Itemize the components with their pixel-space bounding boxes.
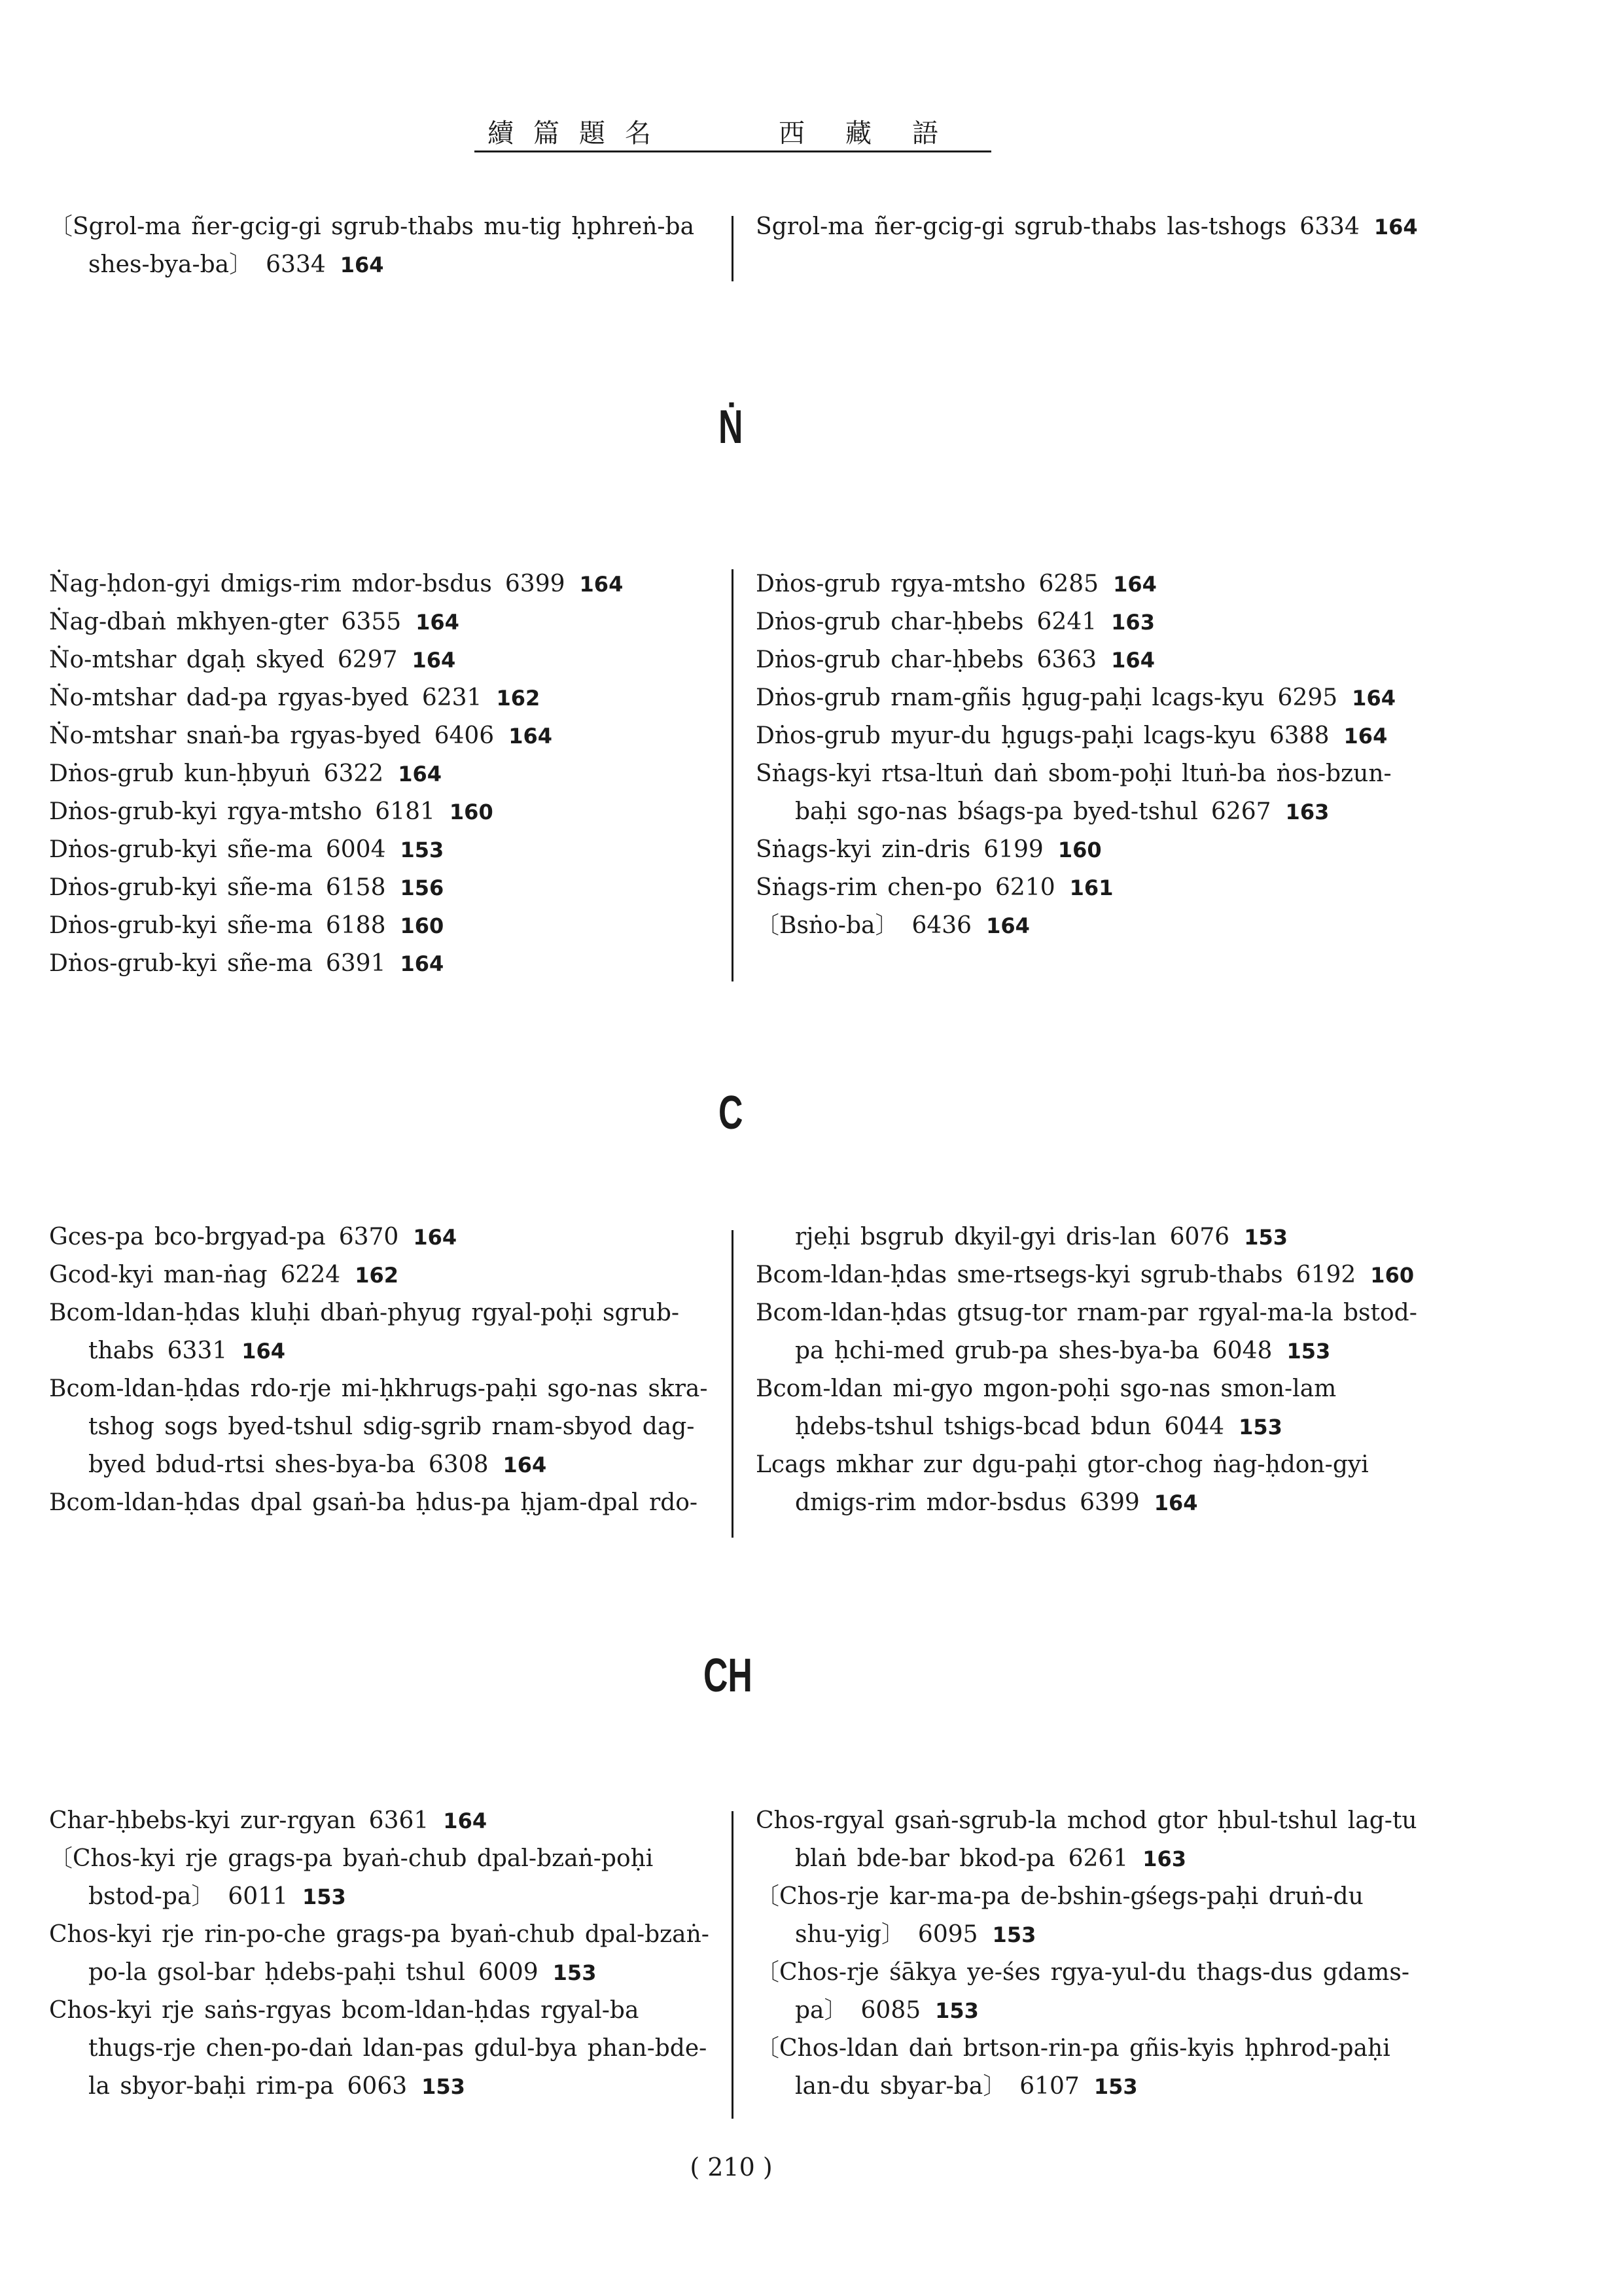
- list-item: 〔Chos-rje śākya ye-śes rgya-yul-du thags-dus gdams-pa〕 6085 153: [756, 1959, 1410, 2024]
- list-item: Dṅos-grub kun-ḥbyuṅ 6322 164: [49, 760, 442, 787]
- list-item: Sṅags-kyi zin-dris 6199 160: [756, 836, 1102, 863]
- list-item: 〔Bsṅo-ba〕 6436 164: [756, 912, 1030, 939]
- list-item: 〔Chos-kyi rje grags-pa byaṅ-chub dpal-bzaṅ-poḥi bstod-pa〕 6011 153: [49, 1845, 654, 1910]
- list-item: Bcom-ldan-ḥdas dpal gsaṅ-ba ḥdus-pa ḥjam-dpal rdo-: [49, 1489, 698, 1516]
- section-ch-left-column: [49, 1802, 710, 2106]
- list-item: Chos-kyi rje rin-po-che grags-pa byaṅ-chub dpal-bzaṅ-po-la gsol-bar ḥdebs-paḥi tshul 6009 153: [49, 1921, 709, 1986]
- section-c-right-column: [756, 1218, 1420, 1522]
- list-item: 〔Chos-rje kar-ma-pa de-bshin-gśegs-paḥi druṅ-du shu-yig〕 6095 153: [756, 1883, 1364, 1948]
- list-item: Bcom-ldan-ḥdas sme-rtsegs-kyi sgrub-thabs 6192 160: [756, 1262, 1415, 1288]
- list-item: Ṅag-dbaṅ mkhyen-gter 6355 164: [49, 609, 459, 635]
- list-item: 〔Sgrol-ma ñer-gcig-gi sgrub-thabs mu-tig ḥphreṅ-ba shes-bya-ba〕 6334 164: [49, 213, 695, 278]
- list-item: Bcom-ldan-ḥdas gtsug-tor rnam-par rgyal-ma-la bstod-pa ḥchi-med grub-pa shes-bya-ba 6048 153: [756, 1299, 1417, 1364]
- list-item: Dṅos-grub rnam-gñis ḥgug-paḥi lcags-kyu 6295 164: [756, 684, 1396, 711]
- list-item: rjeḥi bsgrub dkyil-gyi dris-lan 6076 153: [795, 1224, 1288, 1250]
- list-item: Ṅo-mtshar dad-pa rgyas-byed 6231 162: [49, 684, 540, 711]
- list-item: Dṅos-grub-kyi sñe-ma 6158 156: [49, 874, 444, 901]
- list-item: Ṅo-mtshar snaṅ-ba rgyas-byed 6406 164: [49, 722, 552, 749]
- list-item: Dṅos-grub-kyi sñe-ma 6004 153: [49, 836, 444, 863]
- list-item: Ṅo-mtshar dgaḥ skyed 6297 164: [49, 646, 456, 673]
- page-header: [474, 113, 991, 152]
- section-n-right-column: [756, 565, 1420, 945]
- section-c-left-column: [49, 1218, 710, 1522]
- list-item: Bcom-ldan-ḥdas rdo-rje mi-ḥkhrugs-paḥi sgo-nas skra-tshog sogs byed-tshul sdig-sgrib rnam-sbyod dag-byed bdud-rtsi shes-bya-ba 6308 164: [49, 1375, 708, 1478]
- list-item: Dṅos-grub char-ḥbebs 6363 164: [756, 646, 1155, 673]
- list-item: Dṅos-grub rgya-mtsho 6285 164: [756, 571, 1157, 597]
- top-left-column: [49, 208, 710, 284]
- section-letter-c: C: [718, 1087, 743, 1139]
- list-item: Chos-rgyal gsaṅ-sgrub-la mchod gtor ḥbul-tshul lag-tu blaṅ bde-bar bkod-pa 6261 163: [756, 1807, 1417, 1872]
- section-letter-n: Ṅ: [718, 401, 743, 453]
- section-letter-ch: CH: [703, 1650, 752, 1702]
- list-item: Chos-kyi rje saṅs-rgyas bcom-ldan-ḥdas rgyal-ba thugs-rje chen-po-daṅ ldan-pas gdul-bya phan-bde-la sbyor-baḥi rim-pa 6063 153: [49, 1997, 707, 2100]
- header-title: 續篇題名: [487, 118, 671, 149]
- section-n-left-column: [49, 565, 710, 983]
- column-divider: [732, 216, 733, 281]
- list-item: Dṅos-grub char-ḥbebs 6241 163: [756, 609, 1155, 635]
- list-item: Gcod-kyi man-ṅag 6224 162: [49, 1262, 398, 1288]
- list-item: Lcags mkhar zur dgu-paḥi gtor-chog ṅag-ḥdon-gyi dmigs-rim mdor-bsdus 6399 164: [756, 1451, 1369, 1516]
- list-item: Char-ḥbebs-kyi zur-rgyan 6361 164: [49, 1807, 487, 1834]
- list-item: Dṅos-grub-kyi rgya-mtsho 6181 160: [49, 798, 493, 825]
- list-item: Dṅos-grub myur-du ḥgugs-paḥi lcags-kyu 6388 164: [756, 722, 1388, 749]
- column-divider: [732, 569, 733, 981]
- list-item: Bcom-ldan mi-gyo mgon-poḥi sgo-nas smon-lam ḥdebs-tshul tshigs-bcad bdun 6044 153: [756, 1375, 1337, 1440]
- list-item: Sgrol-ma ñer-gcig-gi sgrub-thabs las-tshogs 6334 164: [756, 213, 1418, 240]
- list-item: Dṅos-grub-kyi sñe-ma 6391 164: [49, 950, 444, 977]
- list-item: Dṅos-grub-kyi sñe-ma 6188 160: [49, 912, 444, 939]
- top-right-column: [756, 208, 1420, 246]
- list-item: Gces-pa bco-brgyad-pa 6370 164: [49, 1224, 457, 1250]
- list-item: Ṅag-ḥdon-gyi dmigs-rim mdor-bsdus 6399 164: [49, 571, 624, 597]
- column-divider: [732, 1811, 733, 2119]
- column-divider: [732, 1230, 733, 1538]
- list-item: Bcom-ldan-ḥdas kluḥi dbaṅ-phyug rgyal-poḥi sgrub-thabs 6331 164: [49, 1299, 680, 1364]
- list-item: 〔Chos-ldan daṅ brtson-rin-pa gñis-kyis ḥphrod-paḥi lan-du sbyar-ba〕 6107 153: [756, 2035, 1390, 2100]
- list-item: Sṅags-rim chen-po 6210 161: [756, 874, 1114, 901]
- header-language: 西藏語: [779, 118, 979, 149]
- page-number: ( 210 ): [690, 2153, 773, 2181]
- list-item: Sṅags-kyi rtsa-ltuṅ daṅ sbom-poḥi ltuṅ-ba ṅos-bzun-baḥi sgo-nas bśags-pa byed-tshul 6267 163: [756, 760, 1392, 825]
- section-ch-right-column: [756, 1802, 1420, 2106]
